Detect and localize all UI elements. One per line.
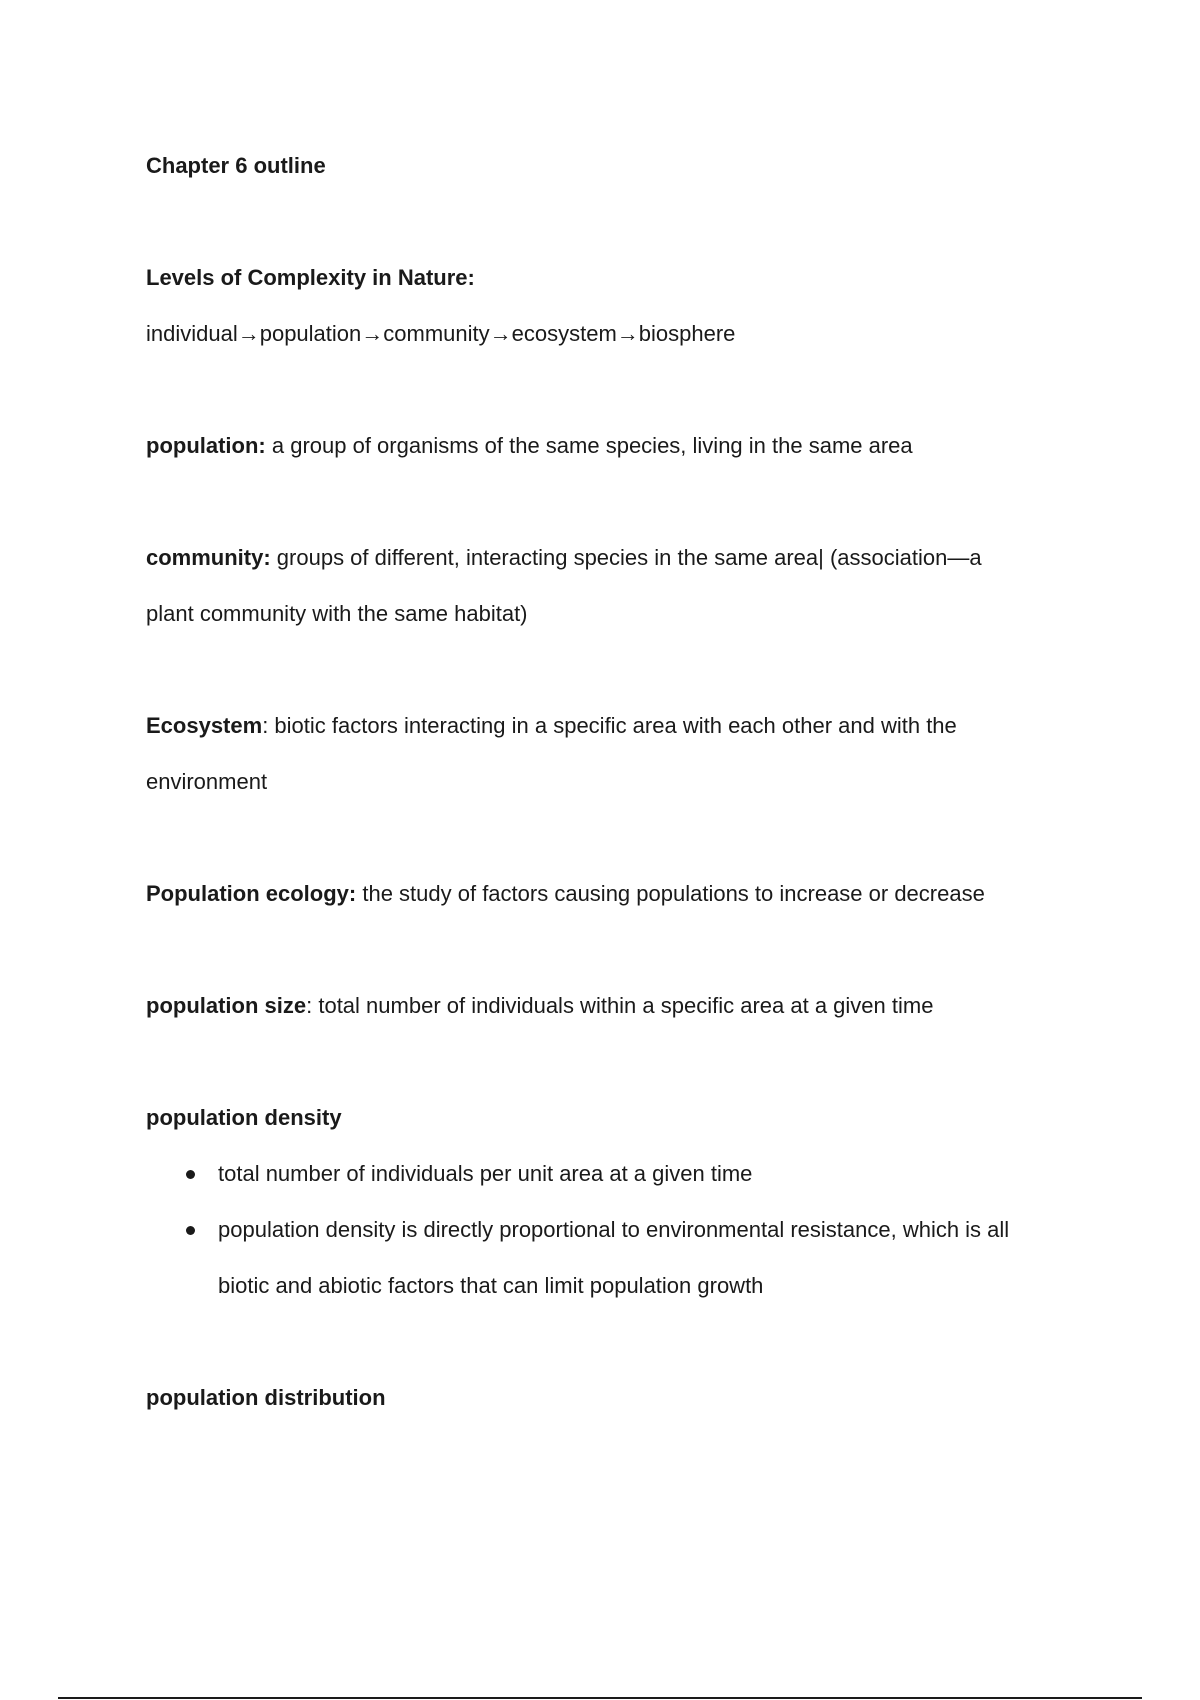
population-ecology-text: the study of factors causing populations to increase or decrease [356, 881, 985, 906]
community-definition [146, 530, 1106, 586]
spacer [146, 474, 1106, 530]
population-definition [146, 418, 1106, 474]
list-item [146, 1202, 1106, 1314]
community-text-continued: plant community with the same habitat) [146, 601, 528, 626]
ecosystem-text-continued: environment [146, 769, 268, 794]
spacer [146, 1314, 1106, 1370]
community-term: community: [146, 545, 271, 570]
population-ecology-definition [146, 866, 1106, 922]
document-title: Chapter 6 outline [146, 153, 326, 178]
list-item [146, 1146, 1106, 1202]
levels-heading: Levels of Complexity in Nature: [146, 265, 475, 290]
list-item-text-continued: biotic and abiotic factors that can limit population growth [218, 1273, 764, 1298]
list-item-text: total number of individuals per unit area at a given time [218, 1161, 753, 1186]
page-divider [58, 1697, 1142, 1699]
population-density-list [146, 1146, 1106, 1314]
community-text: groups of different, interacting species in the same area| (association—a [270, 545, 982, 570]
population-size-text: : total number of individuals within a specific area at a given time [306, 993, 934, 1018]
bullet-icon [186, 1170, 195, 1179]
ecosystem-text: : biotic factors interacting in a specific area with each other and with the [262, 713, 957, 738]
ecosystem-term: Ecosystem [146, 713, 263, 738]
spacer [146, 194, 1106, 250]
population-density-heading: population density [146, 1105, 342, 1130]
population-text: a group of organisms of the same species, living in the same area [265, 433, 913, 458]
spacer [146, 1034, 1106, 1090]
spacer [146, 362, 1106, 418]
population-term: population: [146, 433, 266, 458]
population-ecology-term: Population ecology: [146, 881, 357, 906]
spacer [146, 642, 1106, 698]
population-size-definition [146, 978, 1106, 1034]
ecosystem-definition [146, 698, 1106, 754]
document-page [146, 138, 1106, 1426]
levels-chain: individual→population→community→ecosystem→biosphere [146, 321, 736, 346]
population-size-term: population size [146, 993, 307, 1018]
spacer [146, 922, 1106, 978]
list-item-text: population density is directly proportional to environmental resistance, which is all [218, 1217, 1010, 1242]
bullet-icon [186, 1226, 195, 1235]
spacer [146, 810, 1106, 866]
population-distribution-heading: population distribution [146, 1385, 386, 1410]
